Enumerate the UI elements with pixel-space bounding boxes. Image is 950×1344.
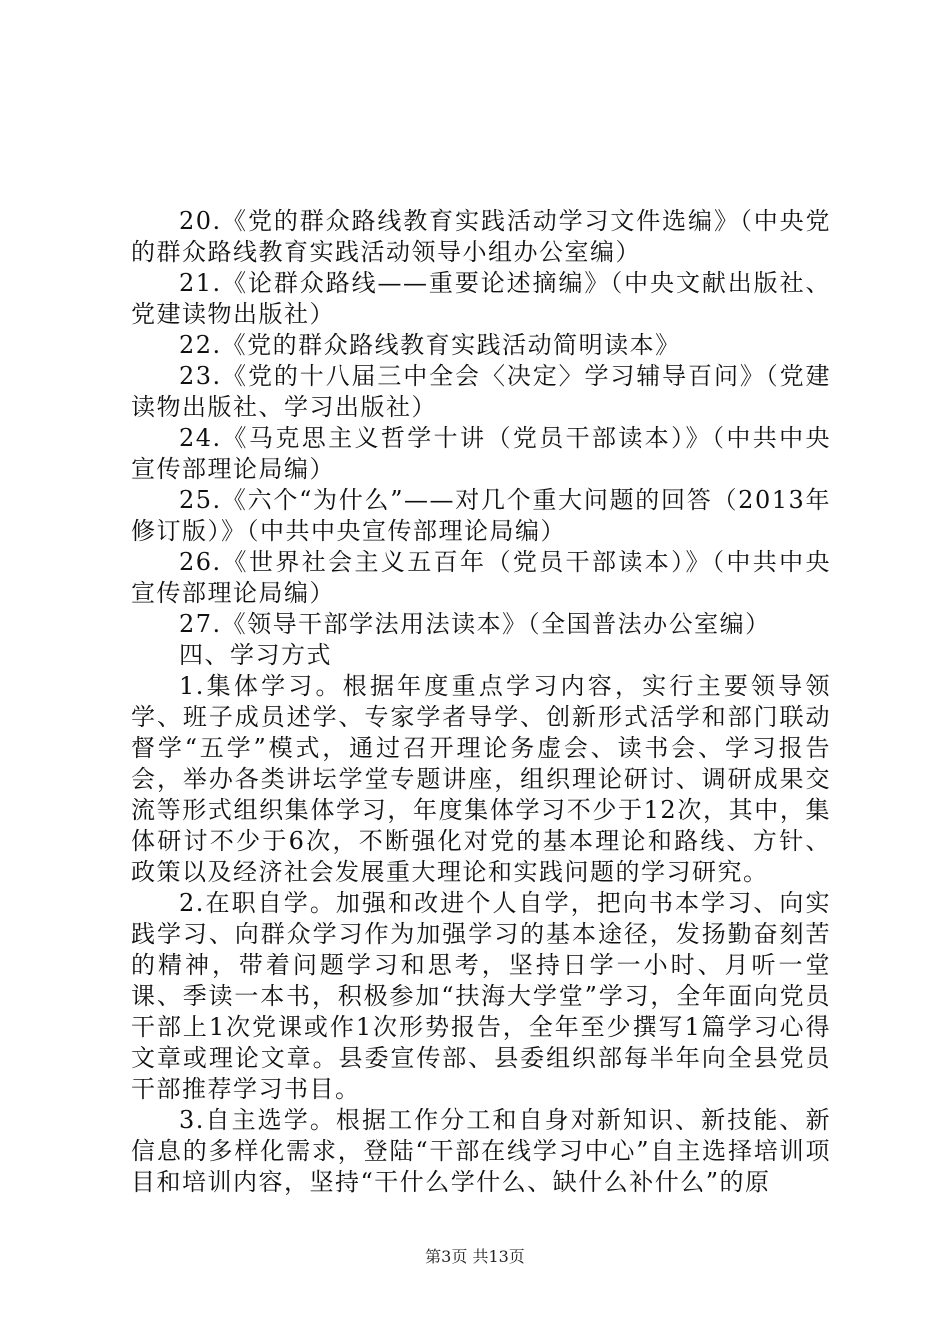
page-footer bbox=[0, 1244, 950, 1267]
paragraph-item-26: 26.《世界社会主义五百年（党员干部读本）》（中共中央宣传部理论局编） bbox=[131, 548, 831, 607]
paragraph-item-24: 24.《马克思主义哲学十讲（党员干部读本）》（中共中央宣传部理论局编） bbox=[131, 424, 831, 483]
paragraph-item-20: 20.《党的群众路线教育实践活动学习文件选编》（中央党的群众路线教育实践活动领导小组办公室编） bbox=[131, 207, 831, 266]
paragraph-collective-study: 1.集体学习。根据年度重点学习内容，实行主要领导领学、班子成员述学、专家学者导学、创新形式活学和部门联动督学“五学”模式，通过召开理论务虚会、读书会、学习报告会，举办各类讲坛学堂专题讲座，组织理论研讨、调研成果交流等形式组织集体学习，年度集体学习不少于12次，其中，集体研讨不少于6次，不断强化对党的基本理论和路线、方针、政策以及经济社会发展重大理论和实践问题的学习研究。 bbox=[131, 672, 831, 886]
paragraph-elective-study: 3.自主选学。根据工作分工和自身对新知识、新技能、新信息的多样化需求，登陆“干部在线学习中心”自主选择培训项目和培训内容，坚持“干什么学什么、缺什么补什么”的原 bbox=[131, 1106, 831, 1196]
document-body bbox=[131, 206, 831, 1198]
paragraph-item-25: 25.《六个“为什么”——对几个重大问题的回答（2013年修订版）》（中共中央宣传部理论局编） bbox=[131, 486, 831, 545]
paragraph-item-21: 21.《论群众路线——重要论述摘编》（中央文献出版社、党建读物出版社） bbox=[131, 269, 831, 328]
paragraph-item-22: 22.《党的群众路线教育实践活动简明读本》 bbox=[179, 331, 681, 359]
paragraph-self-study: 2.在职自学。加强和改进个人自学，把向书本学习、向实践学习、向群众学习作为加强学习的基本途径，发扬勤奋刻苦的精神，带着问题学习和思考，坚持日学一小时、月听一堂课、季读一本书，积极参加“扶海大学堂”学习，全年面向党员干部上1次党课或作1次形势报告，全年至少撰写1篇学习心得文章或理论文章。县委宣传部、县委组织部每半年向全县党员干部推荐学习书目。 bbox=[131, 889, 831, 1103]
paragraph-item-23: 23.《党的十八届三中全会〈决定〉学习辅导百问》（党建读物出版社、学习出版社） bbox=[131, 362, 831, 421]
page-number-label: 第3页 共13页 bbox=[425, 1247, 525, 1266]
paragraph-item-27: 27.《领导干部学法用法读本》（全国普法办公室编） bbox=[179, 610, 771, 638]
section-heading-study-methods: 四、学习方式 bbox=[179, 641, 332, 669]
